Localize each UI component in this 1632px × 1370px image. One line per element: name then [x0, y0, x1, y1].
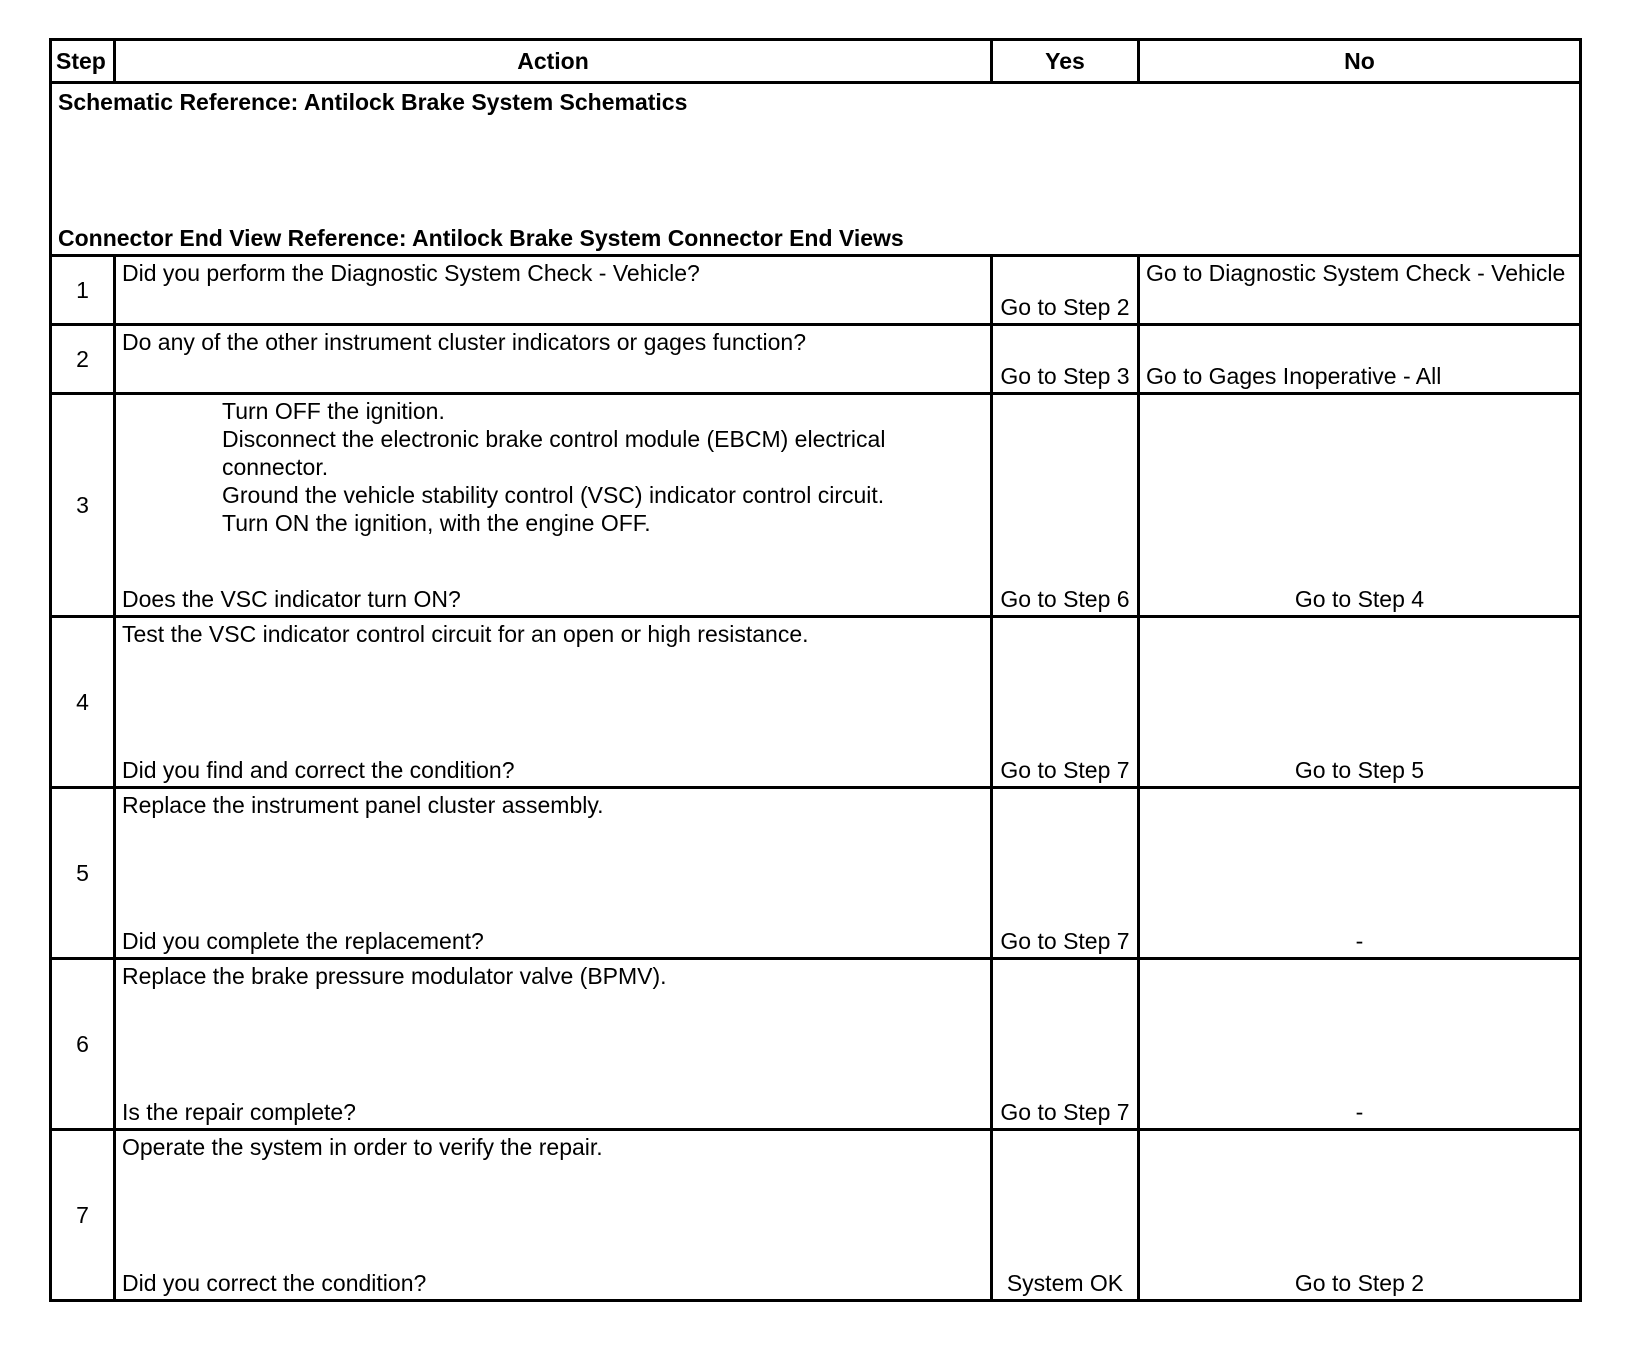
- instruction-item: Turn OFF the ignition.: [222, 398, 445, 424]
- no-result: Go to Step 2: [1139, 1130, 1581, 1301]
- table-row: [51, 788, 1581, 959]
- instruction-text: Operate the system in order to verify the repair.: [122, 1134, 603, 1160]
- no-result: Go to Step 4: [1139, 394, 1581, 617]
- action-text: Do any of the other instrument cluster indicators or gages function?: [115, 325, 992, 394]
- header-action: Action: [115, 40, 992, 83]
- yes-result: Go to Step 7: [992, 959, 1139, 1130]
- step-number: 3: [51, 394, 115, 617]
- action-text: Did you perform the Diagnostic System Check - Vehicle?: [115, 256, 992, 325]
- table-row: [51, 256, 1581, 325]
- step-number: 7: [51, 1130, 115, 1301]
- no-result: -: [1139, 959, 1581, 1130]
- header-row: [51, 40, 1581, 83]
- instruction-text: Replace the brake pressure modulator valve (BPMV).: [122, 963, 667, 989]
- header-yes: Yes: [992, 40, 1139, 83]
- schematic-reference: Schematic Reference: Antilock Brake System Schematics: [58, 89, 688, 115]
- no-result: -: [1139, 788, 1581, 959]
- step-number: 4: [51, 617, 115, 788]
- table-row: [51, 617, 1581, 788]
- action-cell: [115, 617, 992, 788]
- question-text: Is the repair complete?: [122, 1099, 356, 1125]
- question-text: Did you find and correct the condition?: [122, 757, 515, 783]
- yes-result: Go to Step 7: [992, 617, 1139, 788]
- reference-row: [51, 83, 1581, 256]
- table-row: [51, 1130, 1581, 1301]
- yes-result: Go to Step 6: [992, 394, 1139, 617]
- reference-cell: [51, 83, 1581, 256]
- instruction-item: Ground the vehicle stability control (VSC) indicator control circuit.: [222, 482, 885, 508]
- step-number: 1: [51, 256, 115, 325]
- yes-result: Go to Step 2: [992, 256, 1139, 325]
- instruction-list: [122, 397, 984, 537]
- step-number: 6: [51, 959, 115, 1130]
- yes-result: Go to Step 3: [992, 325, 1139, 394]
- table-row: [51, 959, 1581, 1130]
- header-step: Step: [51, 40, 115, 83]
- action-cell: [115, 1130, 992, 1301]
- table-row: [51, 325, 1581, 394]
- instruction-item: Disconnect the electronic brake control module (EBCM) electrical connector.: [222, 426, 886, 480]
- no-result: Go to Diagnostic System Check - Vehicle: [1139, 256, 1581, 325]
- no-result: Go to Gages Inoperative - All: [1139, 325, 1581, 394]
- instruction-item: Turn ON the ignition, with the engine OFF.: [222, 510, 651, 536]
- question-text: Did you complete the replacement?: [122, 928, 484, 954]
- instruction-text: Replace the instrument panel cluster assembly.: [122, 792, 604, 818]
- table-row: [51, 394, 1581, 617]
- question-text: Did you correct the condition?: [122, 1270, 427, 1296]
- yes-result: System OK: [992, 1130, 1139, 1301]
- step-number: 2: [51, 325, 115, 394]
- action-cell: [115, 959, 992, 1130]
- no-result: Go to Step 5: [1139, 617, 1581, 788]
- connector-reference: Connector End View Reference: Antilock Brake System Connector End Views: [58, 225, 904, 251]
- instruction-text: Test the VSC indicator control circuit for an open or high resistance.: [122, 621, 809, 647]
- yes-result: Go to Step 7: [992, 788, 1139, 959]
- header-no: No: [1139, 40, 1581, 83]
- step-number: 5: [51, 788, 115, 959]
- question-text: Does the VSC indicator turn ON?: [122, 586, 461, 612]
- action-cell: [115, 394, 992, 617]
- diagnostic-table: [49, 38, 1582, 1302]
- action-cell: [115, 788, 992, 959]
